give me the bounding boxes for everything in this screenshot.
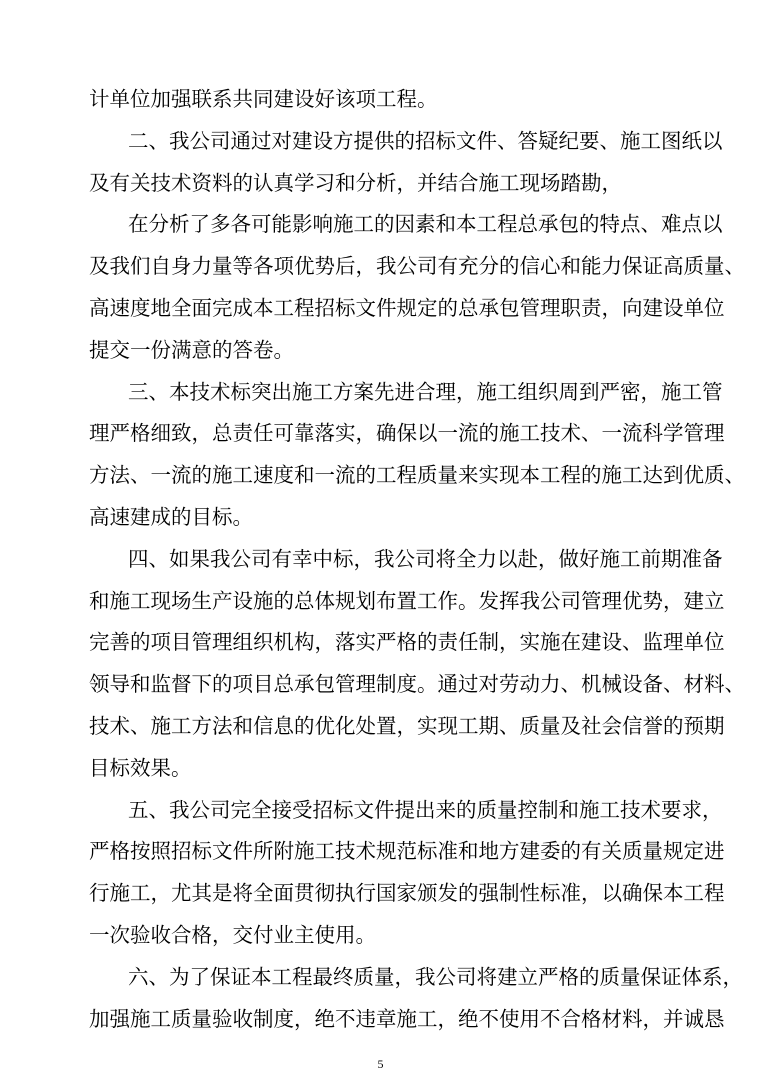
text-line: 领导和监督下的项目总承包管理制度。通过对劳动力、机械设备、材料、 <box>89 672 745 697</box>
text-line: 及有关技术资料的认真学习和分析，并结合施工现场踏勘， <box>89 170 622 195</box>
text-line: 四、如果我公司有幸中标，我公司将全力以赴，做好施工前期准备 <box>128 546 723 571</box>
document-body <box>89 79 745 1040</box>
page-number: 5 <box>377 1057 384 1071</box>
text-line: 计单位加强联系共同建设好该项工程。 <box>89 87 438 111</box>
text-line: 完善的项目管理组织机构，落实严格的责任制，实施在建设、监理单位 <box>89 630 725 655</box>
text-line: 和施工现场生产设施的总体规划布置工作。发挥我公司管理优势，建立 <box>89 588 725 613</box>
text-line: 及我们自身力量等各项优势后，我公司有充分的信心和能力保证高质量、 <box>89 254 745 279</box>
text-line: 加强施工质量验收制度，绝不违章施工，绝不使用不合格材料，并诚恳 <box>89 1006 725 1031</box>
text-line: 二、我公司通过对建设方提供的招标文件、答疑纪要、施工图纸以 <box>128 128 723 153</box>
text-line: 行施工，尤其是将全面贯彻执行国家颁发的强制性标准，以确保本工程 <box>89 881 725 906</box>
text-line: 技术、施工方法和信息的优化处置，实现工期、质量及社会信誉的预期 <box>89 713 725 738</box>
text-line: 一次验收合格，交付业主使用。 <box>89 922 376 947</box>
text-line: 理严格细致，总责任可靠落实，确保以一流的施工技术、一流科学管理 <box>89 421 725 446</box>
text-line: 六、为了保证本工程最终质量，我公司将建立严格的质量保证体系， <box>128 964 743 989</box>
text-line: 提交一份满意的答卷。 <box>89 337 294 362</box>
text-line: 高速建成的目标。 <box>89 504 253 529</box>
text-line: 高速度地全面完成本工程招标文件规定的总承包管理职责，向建设单位 <box>89 295 725 320</box>
text-line: 方法、一流的施工速度和一流的工程质量来实现本工程的施工达到优质、 <box>89 463 745 488</box>
text-line: 严格按照招标文件所附施工技术规范标准和地方建委的有关质量规定进 <box>89 839 725 864</box>
text-line: 在分析了多各可能影响施工的因素和本工程总承包的特点、难点以 <box>128 212 723 237</box>
text-line: 三、本技术标突出施工方案先进合理，施工组织周到严密，施工管 <box>128 379 723 404</box>
text-line: 目标效果。 <box>89 755 192 780</box>
text-line: 五、我公司完全接受招标文件提出来的质量控制和施工技术要求， <box>128 797 723 822</box>
